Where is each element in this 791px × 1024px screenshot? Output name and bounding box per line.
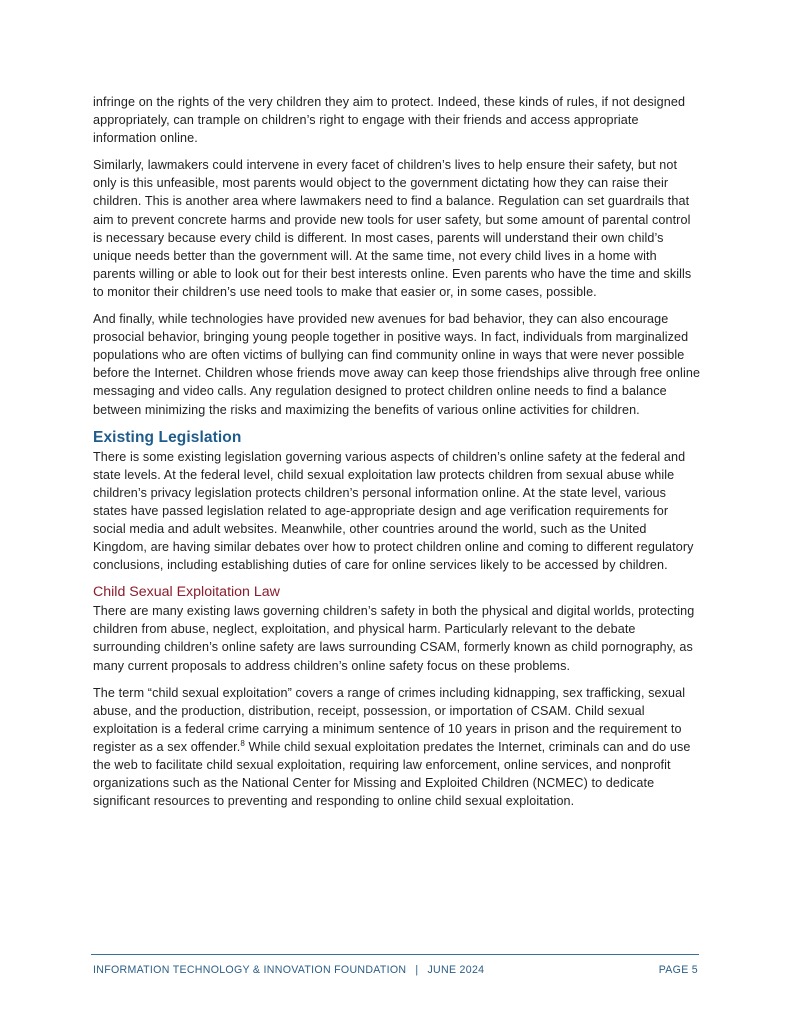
footer-separator: |	[415, 964, 419, 976]
footnote-reference[interactable]: 8	[240, 738, 245, 748]
footer-date: JUNE 2024	[427, 964, 485, 976]
page-number: PAGE 5	[658, 964, 698, 976]
paragraph: And finally, while technologies have provided new avenues for bad behavior, they can also encourage prosocial behavior, bringing young people together in positive ways. In fact, individuals from marginalized populations who are often victims of bullying can find community online in ways that were never possible before the Internet. Children whose friends move away can keep those friendships alive through free online messaging and video calls. Any regulation designed to protect children online needs to find a balance between minimizing the risks and maximizing the benefits of various online activities for children.	[93, 312, 701, 417]
paragraph: infringe on the rights of the very children they aim to protect. Indeed, these kinds of rules, if not designed appropriately, can trample on children’s right to engage with their friends and access appropriate information online.	[93, 95, 686, 146]
footer-divider	[91, 954, 699, 955]
page-body	[93, 93, 703, 819]
page-footer	[93, 964, 698, 976]
footer-left	[93, 964, 484, 976]
paragraph: There are many existing laws governing children’s safety in both the physical and digital worlds, protecting children from abuse, neglect, exploitation, and physical harm. Particularly relevant to the debate surrounding children’s online safety are laws surrounding CSAM, formerly known as child pornography, as many current proposals to address children’s online safety focus on these problems.	[93, 604, 695, 673]
section-heading-existing-legislation: Existing Legislation	[93, 428, 242, 446]
paragraph: Similarly, lawmakers could intervene in every facet of children’s lives to help ensure their safety, but not only is this unfeasible, most parents would object to the government dictating how they can raise their children. This is another area where lawmakers need to find a balance. Regulation can set guardrails that aim to prevent concrete harms and provide new tools for user safety, but some amount of parental control is necessary because every child is different. In most cases, parents will understand their own child’s unique needs better than the government will. At the same time, not every child lives in a home with parents willing or able to look out for their best interests online. Even parents who have the time and skills to monitor their children’s use need tools to make that easier or, in some cases, possible.	[93, 158, 692, 299]
subsection-heading-child-sexual-exploitation-law: Child Sexual Exploitation Law	[93, 584, 280, 601]
paragraph-text: While child sexual exploitation predates the Internet, criminals can and do use the web to facilitate child sexual exploitation, requiring law enforcement, online services, and nonprofit organizations such as the National Center for Missing and Exploited Children (NCMEC) to dedicate significant resources to preventing and responding to online child sexual exploitation.	[93, 739, 691, 809]
paragraph-text: The term “child sexual exploitation” covers a range of crimes including kidnapping, sex trafficking, sexual abuse, and the production, distribution, receipt, possession, or importation of CSAM. Child sexual exploitation is a federal crime carrying a minimum sentence of 10 years in prison and the requirement to register as a sex offender.	[93, 685, 686, 754]
paragraph	[93, 684, 703, 811]
footer-org: INFORMATION TECHNOLOGY & INNOVATION FOUNDATION	[93, 964, 407, 976]
paragraph: There is some existing legislation governing various aspects of children’s online safety at the federal and state levels. At the federal level, child sexual exploitation law protects children from sexual abuse while children’s privacy legislation protects children’s personal information online. At the state level, various states have passed legislation related to age-appropriate design and age verification requirements for social media and adult websites. Meanwhile, other countries around the world, such as the United Kingdom, are having similar debates over how to protect children online and coming to different regulatory conclusions, including establishing duties of care for online services likely to be accessed by children.	[93, 449, 694, 573]
